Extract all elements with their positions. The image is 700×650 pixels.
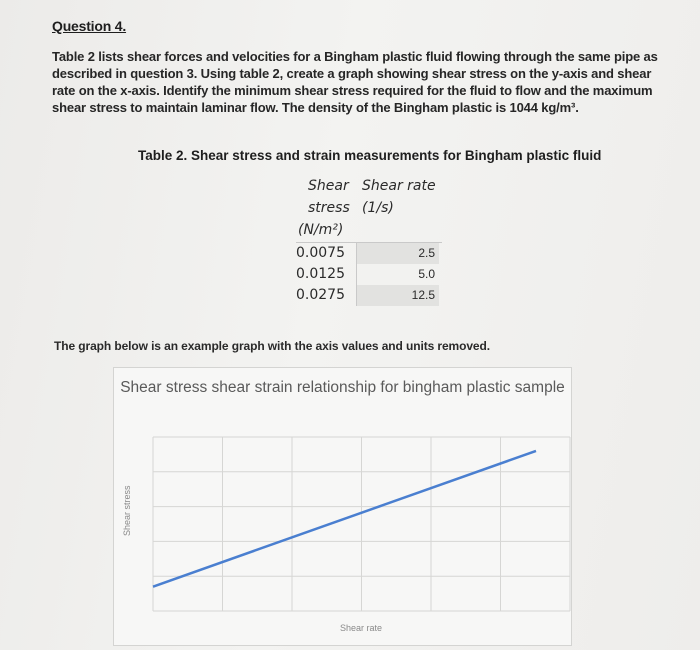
stress-cell: 0.0075 [296,245,345,261]
chart-grid [153,437,570,611]
example-graph-note: The graph below is an example graph with the axis values and units removed. [54,339,490,353]
chart-title: Shear stress shear strain relationship for bingham plastic sample [120,379,565,396]
rate-cell: 5.0 [356,264,439,285]
y-axis-label: Shear stress [122,485,132,536]
stress-cell: 0.0125 [296,266,345,282]
header-shear-stress-line2: stress [308,200,350,216]
header-shear-rate: Shear rate [362,178,436,194]
header-shear-rate-unit: (1/s) [362,200,394,216]
header-shear-stress-line1: Shear [308,178,349,194]
table-caption: Table 2. Shear stress and strain measurements for Bingham plastic fluid [138,148,602,163]
stress-cell: 0.0275 [296,287,345,303]
x-axis-label: Shear rate [340,623,383,633]
series-line [153,451,536,587]
question-body: Table 2 lists shear forces and velocities for a Bingham plastic fluid flowing through the same pipe as described in question 3. Using table 2, create a graph showing shear stress on the y-axis and shear rate on the x-axis. Identify the minimum shear stress required for the fluid to flow and the maximum shear stress to maintain laminar flow. The density of the Bingham plastic is 1044 kg/m³. [52,49,658,115]
question-title: Question 4. [52,18,127,34]
rate-cell: 12.5 [356,285,439,306]
rate-cell: 2.5 [356,243,439,264]
header-shear-stress-unit: (N/m²) [298,222,344,238]
